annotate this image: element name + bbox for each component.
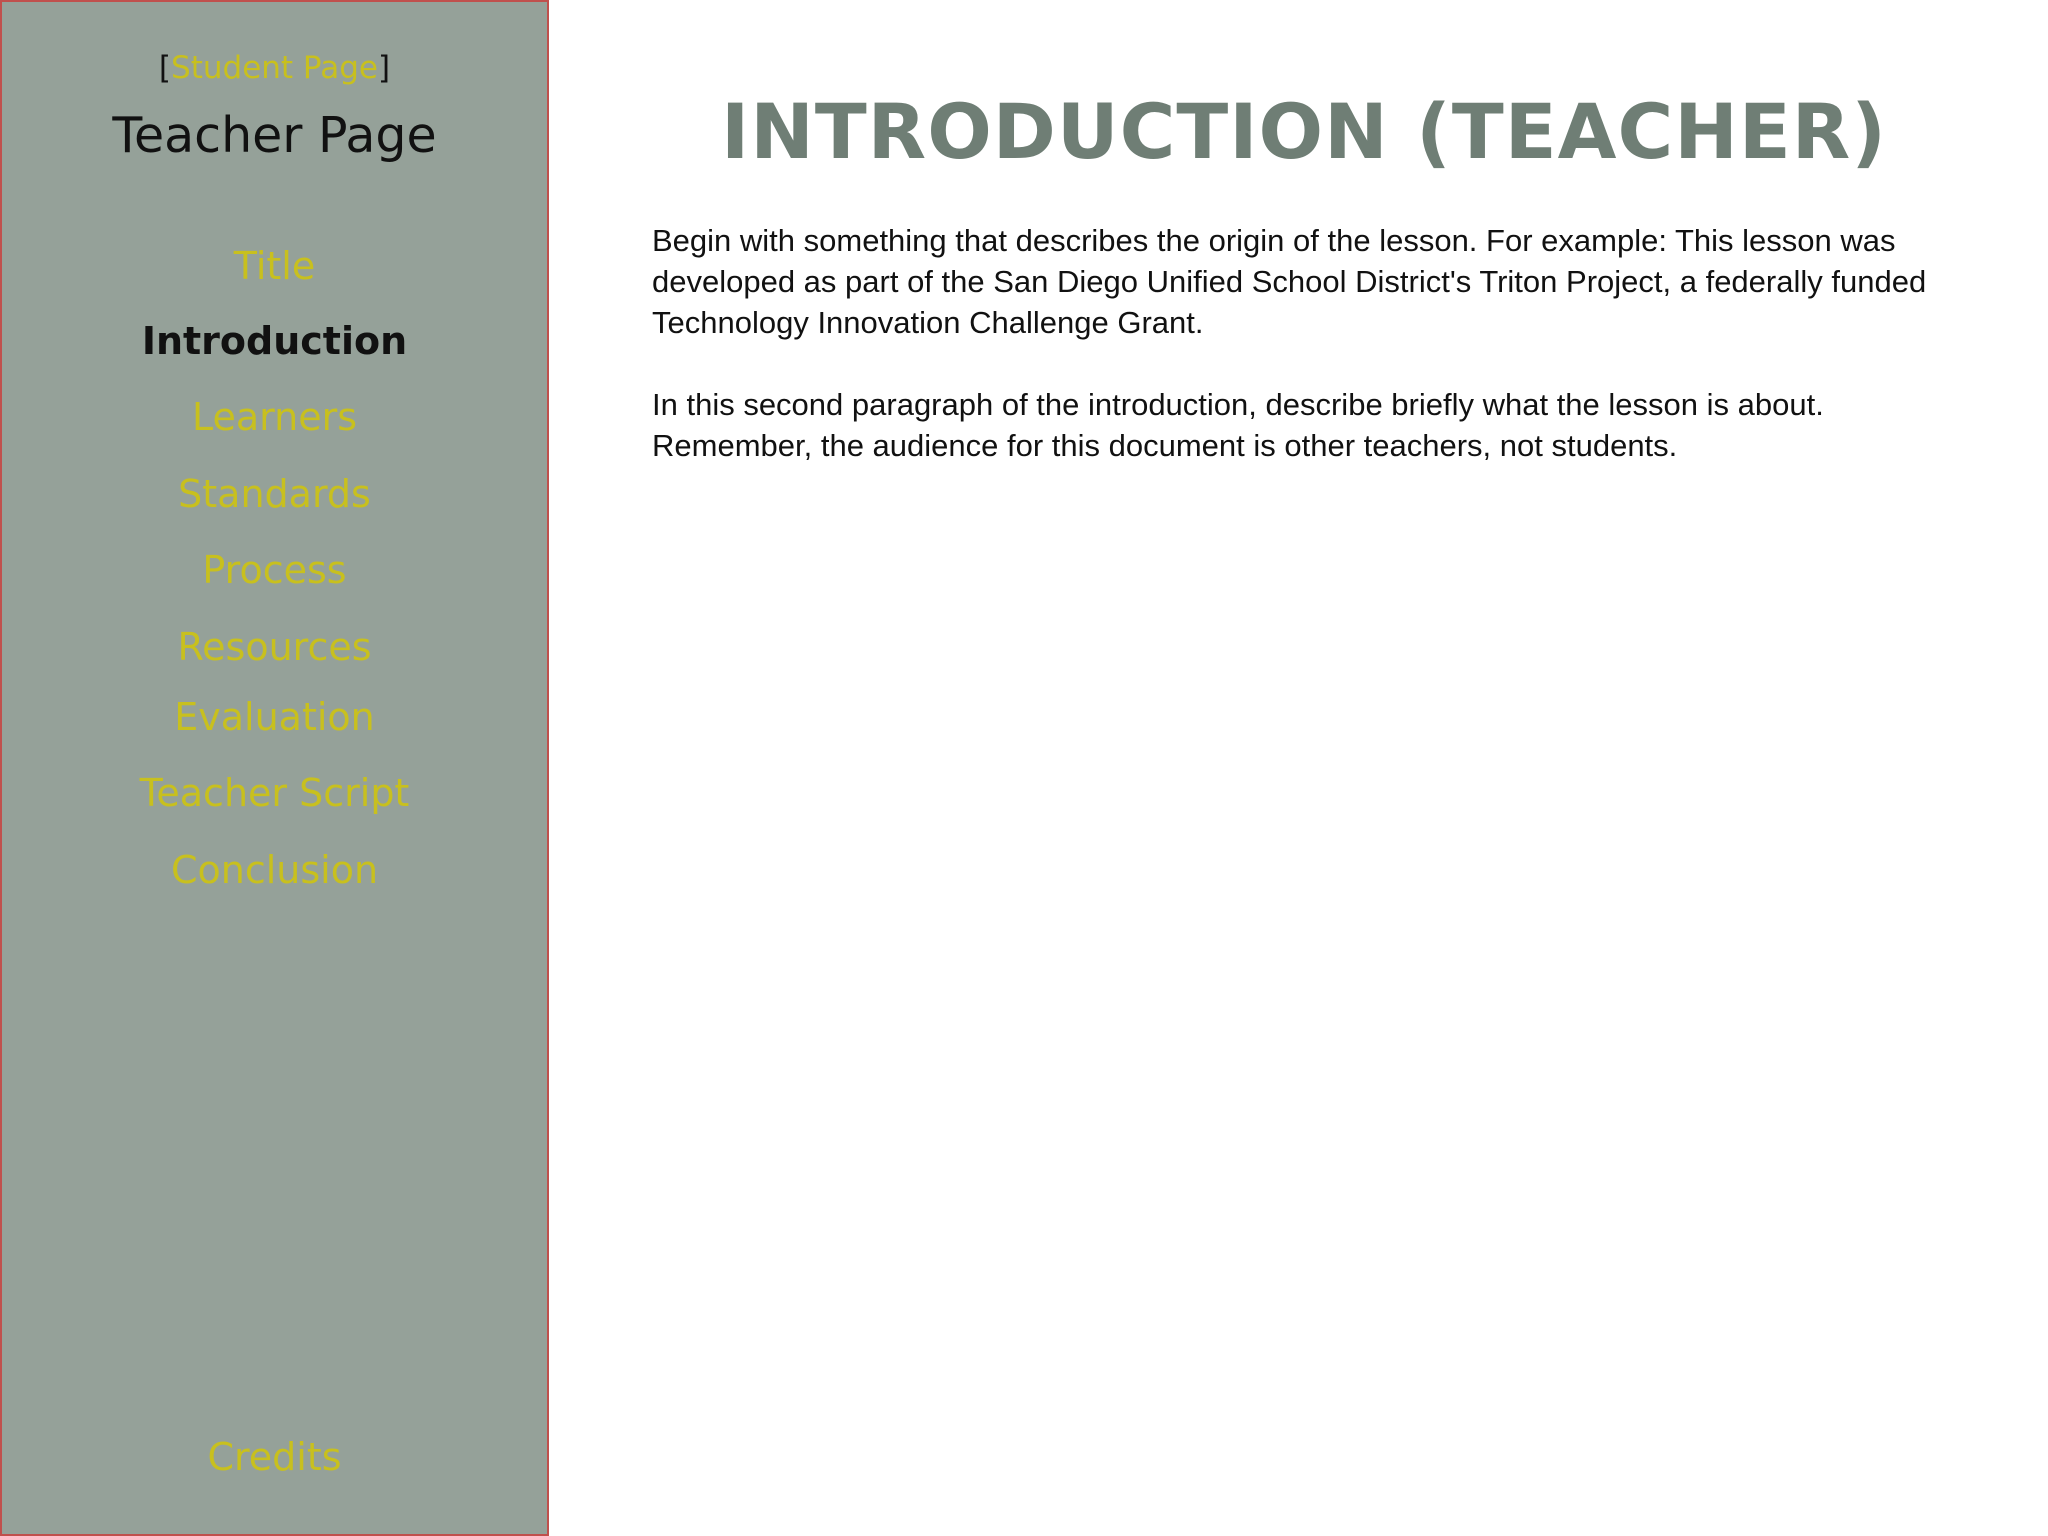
nav-item-credits[interactable]: Credits (207, 1435, 342, 1479)
nav-item-resources[interactable]: Resources (177, 625, 372, 669)
nav-item-conclusion[interactable]: Conclusion (170, 848, 379, 892)
open-bracket: [ (158, 50, 172, 86)
student-page-link[interactable]: Student Page (171, 50, 378, 86)
nav-item-title[interactable]: Title (233, 244, 316, 288)
intro-paragraph-1: Begin with something that describes the origin of the lesson. For example: This lesson was developed as part of the San Diego Unified School District's Triton Project, a federally funded Technology Innovation Challenge Grant. (652, 223, 1927, 340)
nav-item-learners[interactable]: Learners (191, 395, 357, 439)
nav-item-evaluation[interactable]: Evaluation (174, 695, 375, 739)
content-area (652, 220, 1992, 507)
sidebar (0, 0, 549, 1536)
page-title: INTRODUCTION (TEACHER) (720, 87, 1888, 176)
close-bracket: ] (377, 50, 391, 86)
nav-item-teacher-script[interactable]: Teacher Script (139, 771, 410, 815)
student-page-link-line (2, 48, 547, 88)
nav-item-introduction: Introduction (141, 319, 408, 363)
sidebar-title: Teacher Page (112, 107, 437, 164)
nav-item-process[interactable]: Process (202, 548, 347, 592)
intro-paragraph-2: In this second paragraph of the introduction, describe briefly what the lesson is about. Remember, the audience for this document is other teachers, not students. (652, 387, 1824, 463)
nav-item-standards[interactable]: Standards (178, 472, 371, 516)
